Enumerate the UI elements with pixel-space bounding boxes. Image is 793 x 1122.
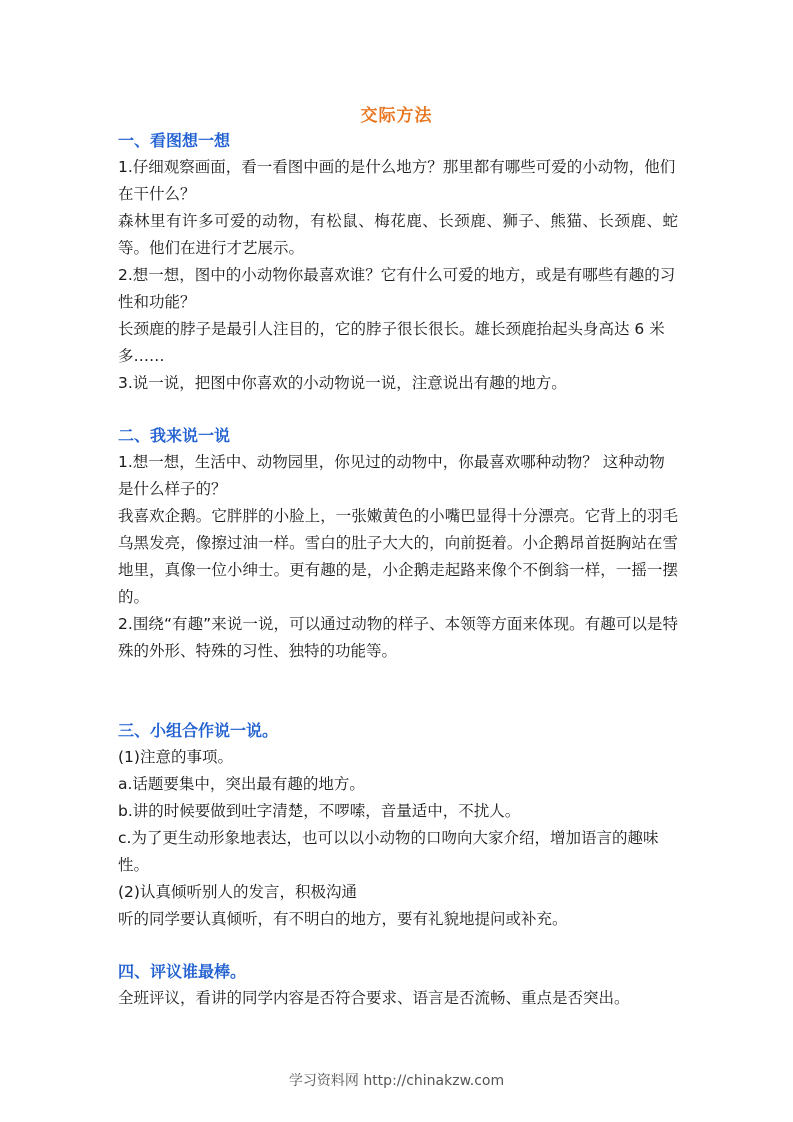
section-3 (118, 717, 678, 933)
paragraph: a.话题要集中，突出最有趣的地方。 (118, 775, 365, 793)
document-body (118, 127, 678, 1012)
spacer (118, 933, 678, 958)
paragraph: 长颈鹿的脖子是最引人注目的，它的脖子很长很长。雄长颈鹿抬起头身高达 6 米多…… (118, 320, 665, 365)
paragraph: b.讲的时候要做到吐字清楚，不啰嗦，音量适中，不扰人。 (118, 802, 521, 820)
section-heading: 二、我来说一说 (118, 426, 231, 445)
paragraph: c.为了更生动形象地表达，也可以以小动物的口吻向大家介绍，增加语言的趣味性。 (118, 829, 659, 874)
paragraph: (1)注意的事项。 (118, 748, 233, 766)
paragraph: 2.围绕“有趣”来说一说，可以通过动物的样子、本领等方面来体现。有趣可以是特殊的外形、特殊的习性、独特的功能等。 (118, 615, 678, 660)
paragraph: 1.想一想，生活中、动物园里，你见过的动物中，你最喜欢哪种动物？ 这种动物是什么样子的？ (118, 453, 665, 498)
paragraph: (2)认真倾听别人的发言，积极沟通 (118, 883, 357, 901)
paragraph: 森林里有许多可爱的动物，有松鼠、梅花鹿、长颈鹿、狮子、熊猫、长颈鹿、蛇等。他们在进行才艺展示。 (118, 212, 678, 257)
paragraph: 全班评议，看讲的同学内容是否符合要求、语言是否流畅、重点是否突出。 (118, 989, 630, 1007)
spacer (118, 397, 678, 422)
section-1 (118, 127, 678, 397)
section-heading: 一、看图想一想 (118, 131, 231, 150)
footer-source: 学习资料网 http://chinakzw.com (288, 1073, 505, 1089)
section-heading: 三、小组合作说一说。 (118, 721, 279, 740)
paragraph: 3.说一说，把图中你喜欢的小动物说一说，注意说出有趣的地方。 (118, 374, 567, 392)
section-4 (118, 958, 678, 1012)
section-2 (118, 422, 678, 665)
section-heading: 四、评议谁最棒。 (118, 962, 247, 981)
spacer (118, 665, 678, 717)
paragraph: 1.仔细观察画面，看一看图中画的是什么地方？那里都有哪些可爱的小动物，他们在干什么？ (118, 158, 676, 203)
page-title: 交际方法 (360, 106, 433, 126)
paragraph: 2.想一想，图中的小动物你最喜欢谁？它有什么可爱的地方，或是有哪些有趣的习性和功能？ (118, 266, 676, 311)
paragraph: 听的同学要认真倾听，有不明白的地方，要有礼貌地提问或补充。 (118, 910, 568, 928)
paragraph: 我喜欢企鹅。它胖胖的小脸上，一张嫩黄色的小嘴巴显得十分漂亮。它背上的羽毛乌黑发亮，像擦过油一样。雪白的肚子大大的，向前挺着。小企鹅昂首挺胸站在雪地里，真像一位小绅士。更有趣的是，小企鹅走起路来像个不倒翁一样，一摇一摆的。 (118, 507, 678, 606)
